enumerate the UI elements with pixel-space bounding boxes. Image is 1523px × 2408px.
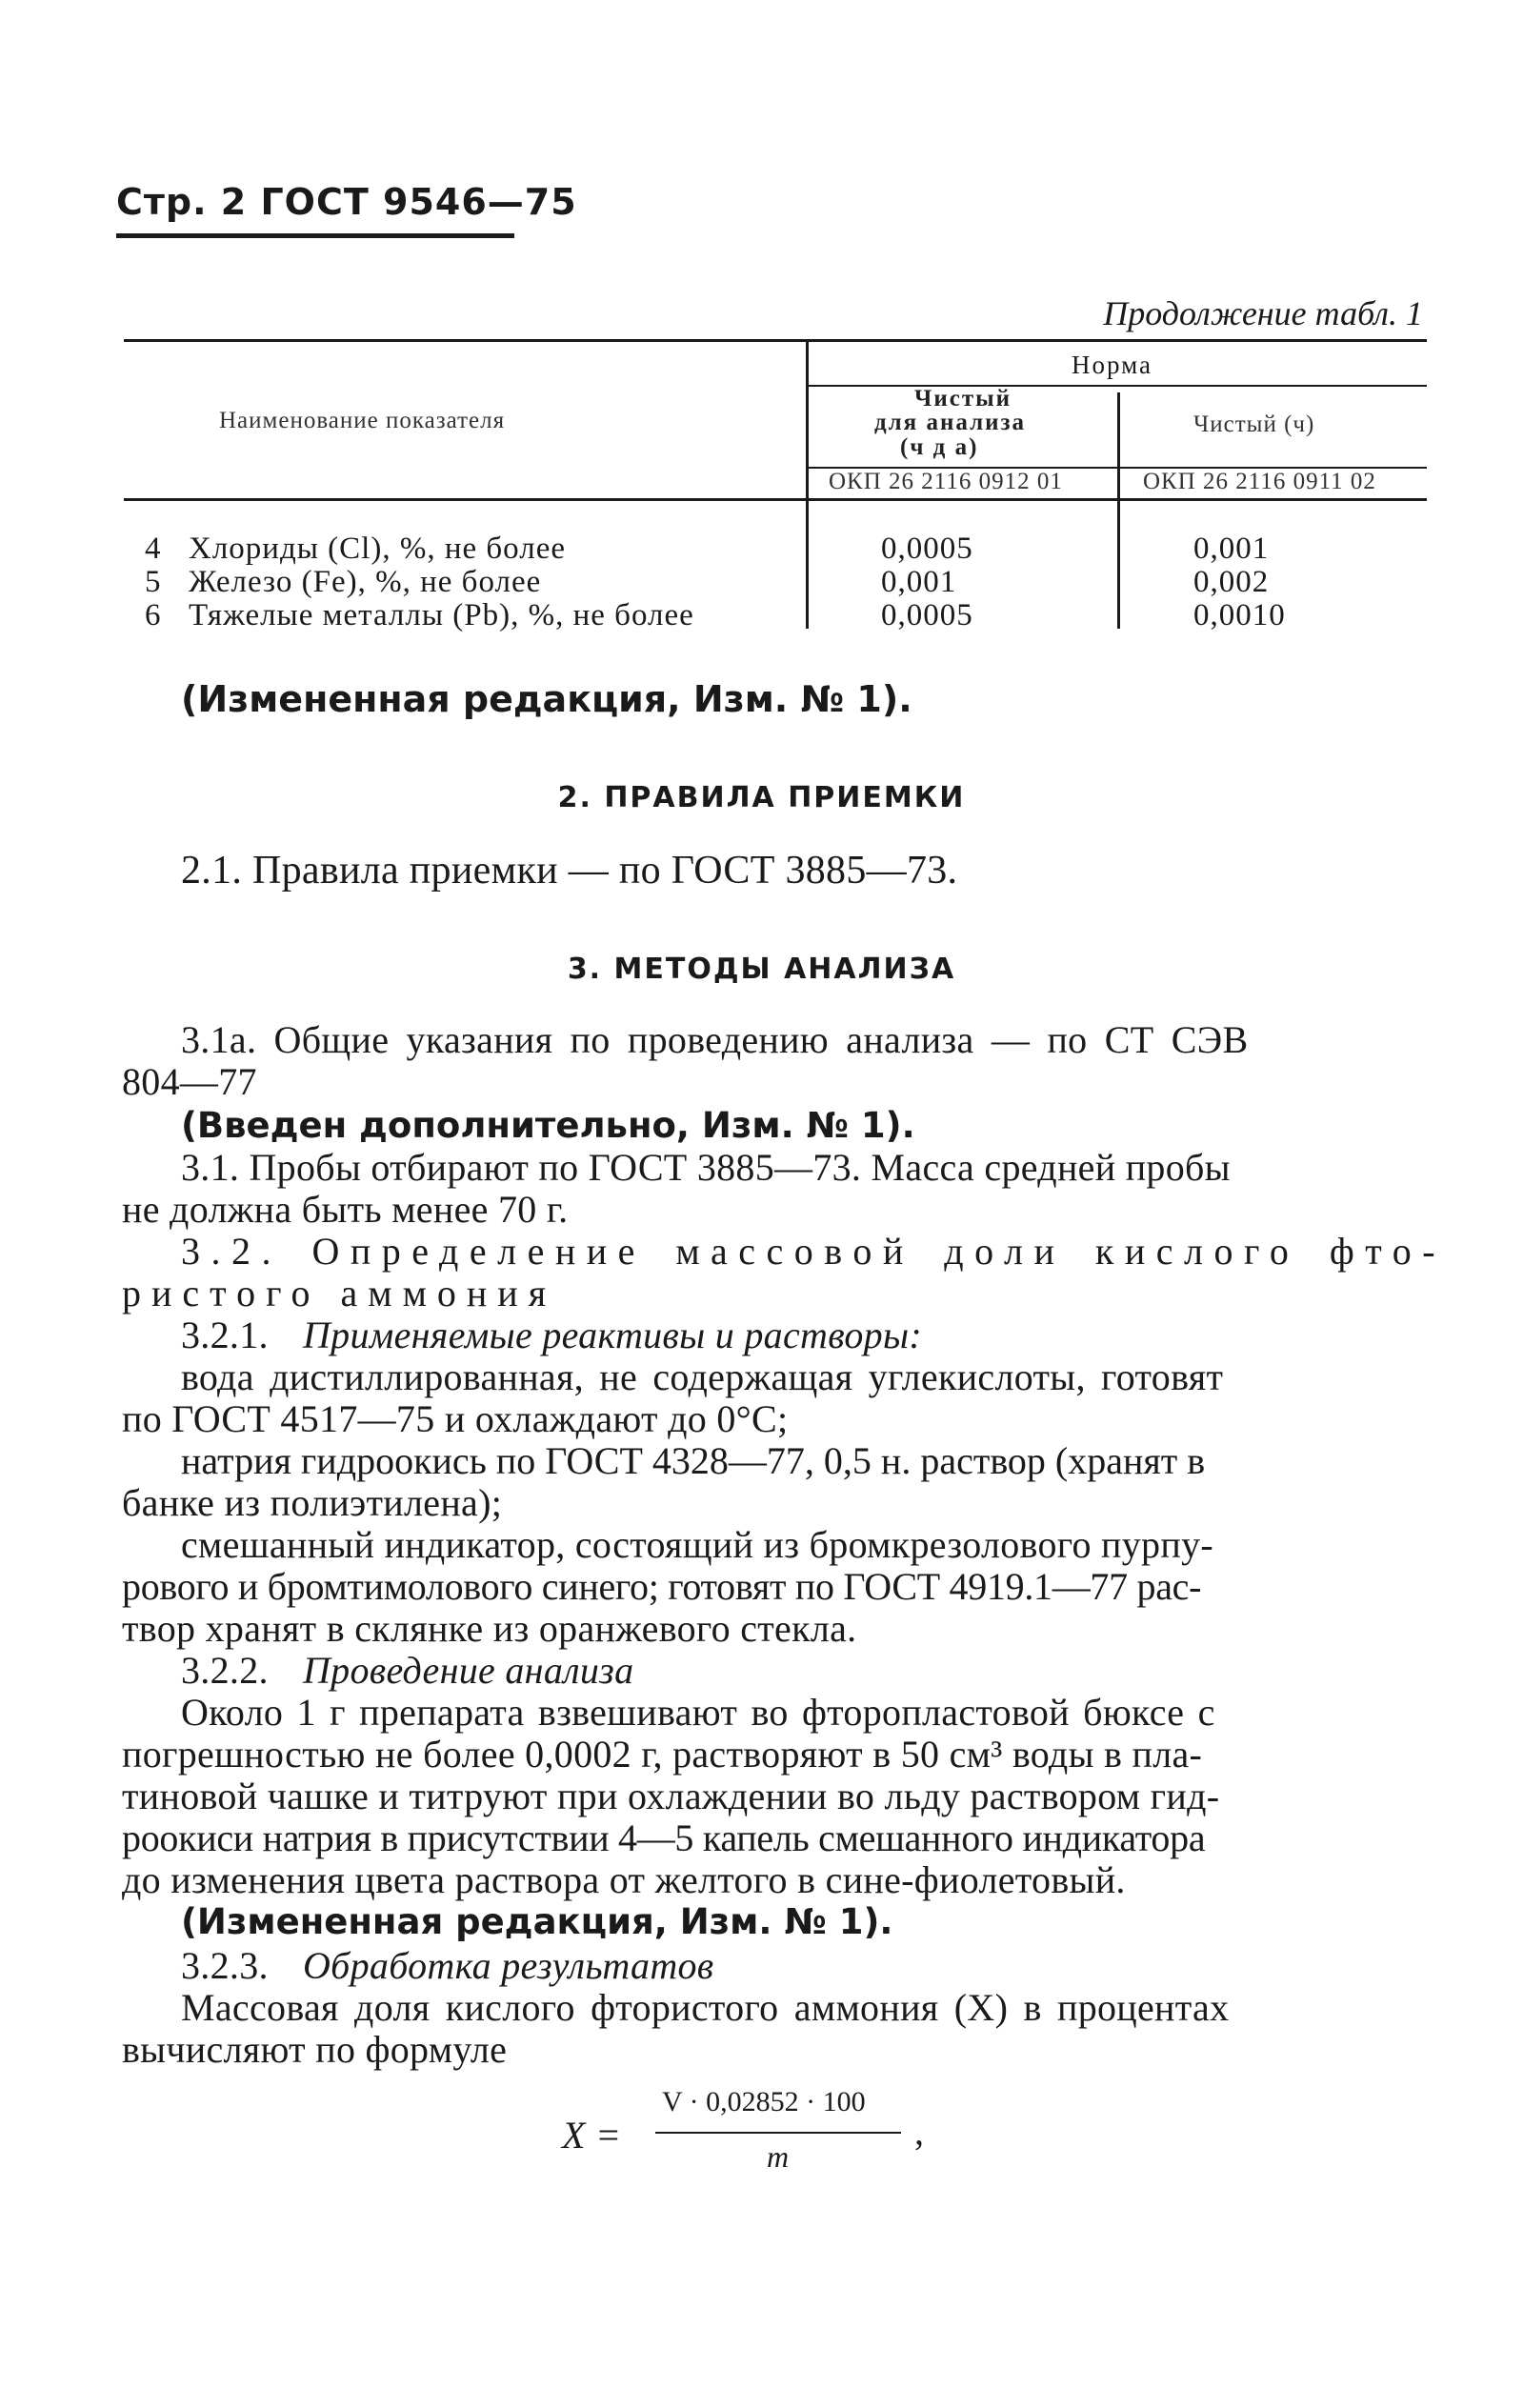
- formula-numerator: V · 0,02852 · 100: [662, 2086, 866, 2117]
- row-6-ch: 0,0010: [1193, 598, 1286, 632]
- formula-trail: ,: [914, 2110, 925, 2153]
- reagent-1-line2: по ГОСТ 4517—75 и охлаждают до 0°С;: [122, 1397, 789, 1440]
- col-cda-okp: ОКП 26 2116 0912 01: [829, 469, 1063, 494]
- reagent-3-line2: рового и бромтимолового синего; готовят по ГОСТ 4919.1—77 рас-: [122, 1565, 1202, 1608]
- row-4-ch: 0,001: [1193, 532, 1270, 566]
- row-4-cda: 0,0005: [881, 532, 973, 566]
- norm-header: Норма: [1072, 351, 1152, 379]
- row-5-name: Железо (Fe), %, не более: [189, 565, 542, 599]
- formula-fraction-bar: [655, 2132, 901, 2134]
- col-indicator-header: Наименование показателя: [219, 408, 506, 433]
- row-5-cda: 0,001: [881, 565, 957, 599]
- formula-lhs: X =: [562, 2114, 622, 2157]
- para-3-2-3-title: Обработка результатов: [303, 1944, 714, 1987]
- edit-note-1: (Измененная редакция, Изм. № 1).: [181, 678, 912, 720]
- analysis-line4: роокиси натрия в присутствии 4—5 капель смешанного индикатора: [122, 1816, 1206, 1859]
- row-4-num: 4: [145, 532, 162, 566]
- analysis-line1: Около 1 г препарата взвешивают во фторопластовой бюксе с: [181, 1691, 1215, 1734]
- edit-note-2: (Измененная редакция, Изм. № 1).: [181, 1901, 893, 1942]
- row-4-name: Хлориды (Cl), %, не более: [189, 532, 566, 566]
- para-3-1-line2: не должна быть менее 70 г.: [122, 1188, 569, 1231]
- section-2-title: 2. ПРАВИЛА ПРИЕМКИ: [557, 781, 966, 814]
- reagent-2-line1: натрия гидроокись по ГОСТ 4328—77, 0,5 н. раствор (хранят в: [181, 1439, 1206, 1482]
- para-3-2-3-num: 3.2.3.: [181, 1944, 269, 1987]
- norm-rule: [809, 385, 1427, 387]
- para-3-2-line1: 3.2. Определение массовой доли кислого фто-: [181, 1230, 1447, 1273]
- table-caption: Продолжение табл. 1: [1103, 294, 1423, 332]
- para-3-1a-line2: 804—77: [122, 1060, 257, 1103]
- analysis-line5: до изменения цвета раствора от желтого в сине-фиолетовый.: [122, 1858, 1126, 1901]
- analysis-line2: погрешностью не более 0,0002 г, растворяют в 50 см³ воды в пла-: [122, 1733, 1203, 1776]
- row-6-num: 6: [145, 598, 162, 632]
- col-cda-line1: Чистый: [914, 386, 1012, 411]
- calc-line1: Массовая доля кислого фтористого аммония (X) в процентах: [181, 1986, 1230, 2029]
- added-note: (Введен дополнительно, Изм. № 1).: [181, 1105, 915, 1146]
- reagent-3-line1: смешанный индикатор, состоящий из бромкрезолового пурпу-: [181, 1523, 1213, 1566]
- row-5-num: 5: [145, 565, 162, 599]
- table-vline-2: [1117, 392, 1120, 629]
- para-3-2-2-num: 3.2.2.: [181, 1649, 269, 1692]
- para-3-1a-line1: 3.1а. Общие указания по проведению анализа — по СТ СЭВ: [181, 1018, 1249, 1061]
- para-3-2-1-num: 3.2.1.: [181, 1314, 269, 1356]
- reagent-1-line1: вода дистиллированная, не содержащая углекислоты, готовят: [181, 1355, 1224, 1398]
- para-3-1-line1: 3.1. Пробы отбирают по ГОСТ 3885—73. Масса средней пробы: [181, 1146, 1231, 1189]
- row-6-name: Тяжелые металлы (Pb), %, не более: [189, 598, 694, 632]
- reagent-3-line3: твор хранят в склянке из оранжевого стекла.: [122, 1607, 857, 1650]
- table-top-rule: [124, 339, 1427, 342]
- col-ch-okp: ОКП 26 2116 0911 02: [1143, 469, 1376, 494]
- col-cda-line2: для анализа: [874, 410, 1027, 435]
- col-cda-line3: (ч д а): [900, 434, 979, 460]
- para-3-2-2-title: Проведение анализа: [303, 1649, 634, 1692]
- row-5-ch: 0,002: [1193, 565, 1270, 599]
- col-ch-header: Чистый (ч): [1193, 411, 1315, 437]
- page-header: Стр. 2 ГОСТ 9546—75: [116, 181, 577, 223]
- para-3-2-1-title: Применяемые реактивы и растворы:: [303, 1314, 922, 1356]
- analysis-line3: тиновой чашке и титруют при охлаждении во льду раствором гид-: [122, 1775, 1220, 1817]
- row-6-cda: 0,0005: [881, 598, 973, 632]
- para-2-1: 2.1. Правила приемки — по ГОСТ 3885—73.: [181, 849, 958, 893]
- table-vline-1: [806, 339, 809, 629]
- formula-denominator: m: [767, 2139, 790, 2174]
- table-head-rule: [124, 498, 1427, 501]
- section-3-title: 3. МЕТОДЫ АНАЛИЗА: [567, 953, 956, 986]
- calc-line2: вычисляют по формуле: [122, 2028, 508, 2071]
- header-rule: [116, 233, 514, 238]
- para-3-2-line2: ристого аммония: [122, 1272, 557, 1314]
- reagent-2-line2: банке из полиэтилена);: [122, 1481, 503, 1524]
